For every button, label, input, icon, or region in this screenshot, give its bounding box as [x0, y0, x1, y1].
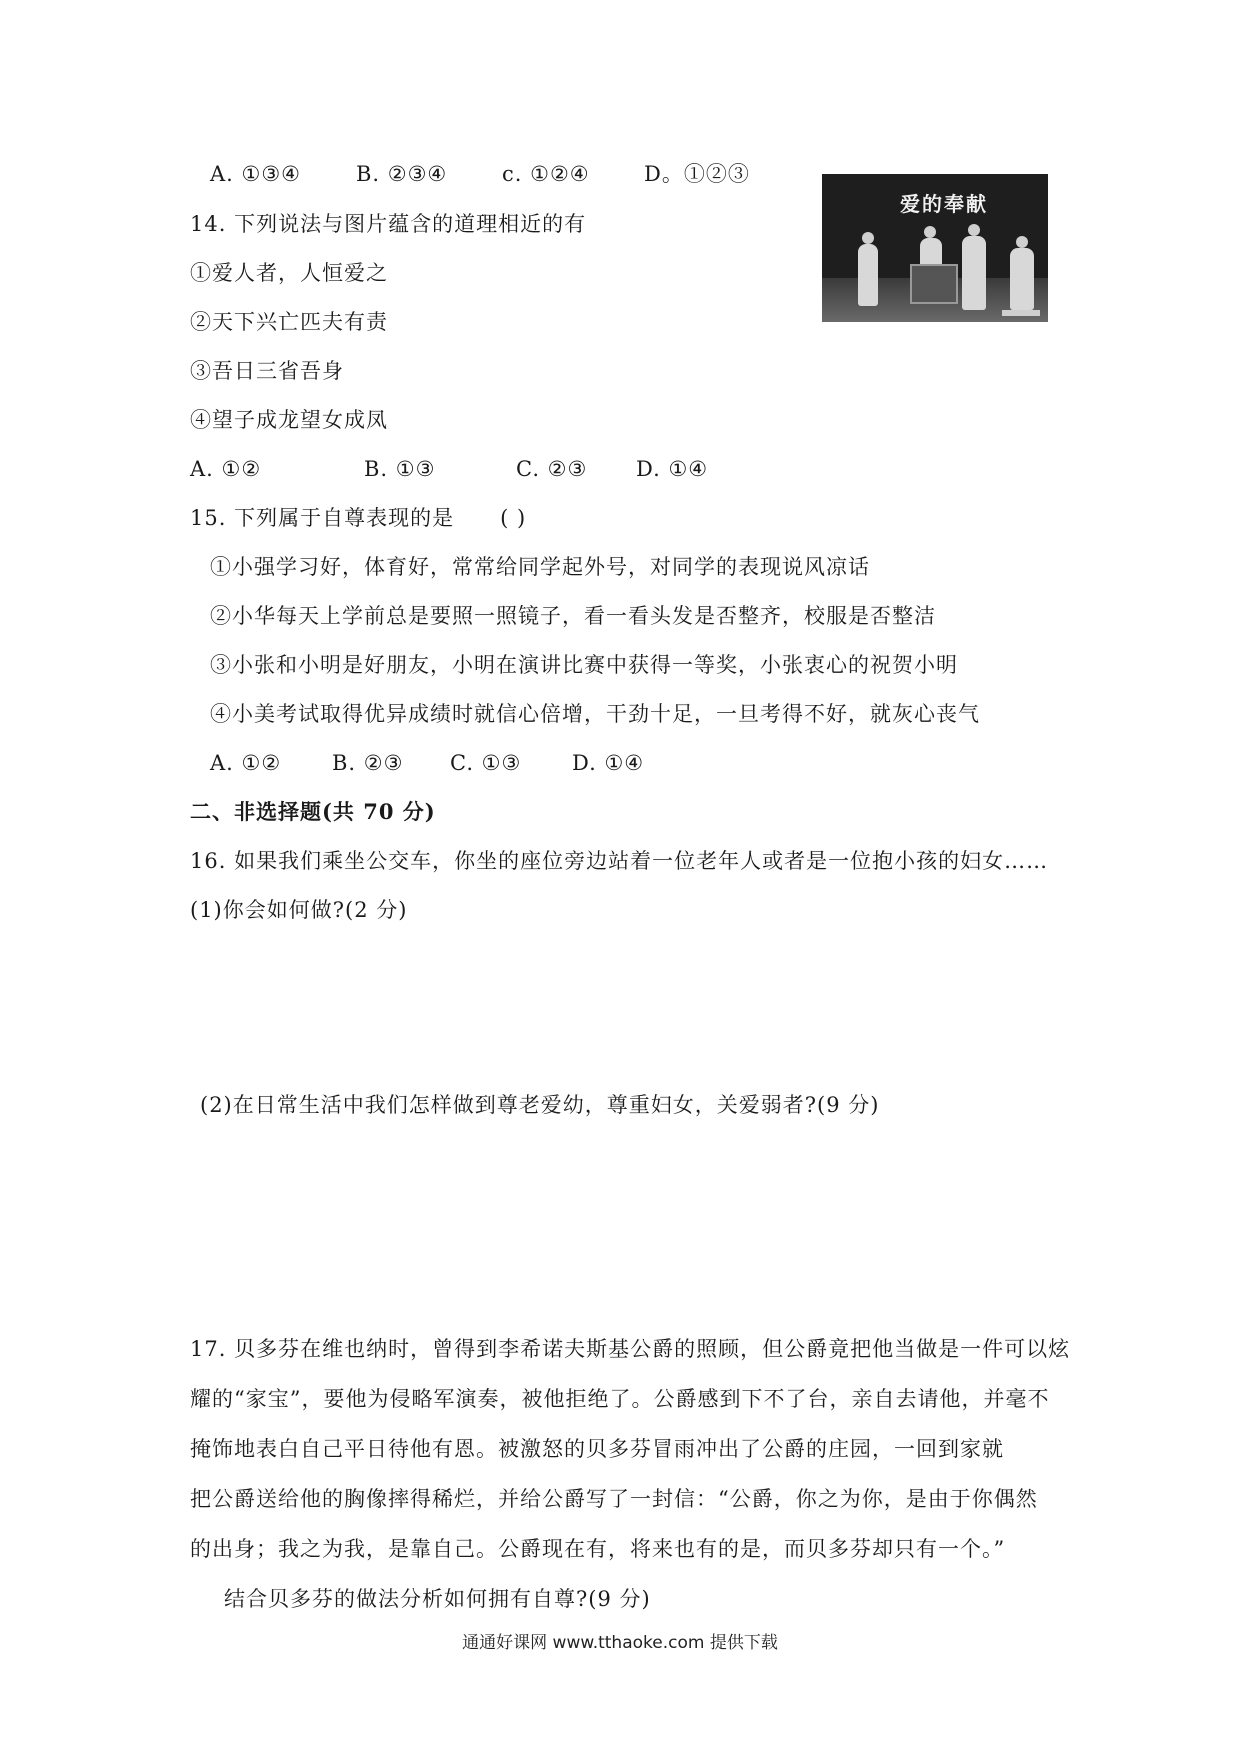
person-head [968, 224, 980, 236]
q15-option-d: D. ①④ [572, 751, 645, 775]
person-head [924, 226, 936, 238]
q14-item-1: ①爱人者，人恒爱之 [190, 261, 388, 285]
q16-stem: 16. 如果我们乘坐公交车，你坐的座位旁边站着一位老年人或者是一位抱小孩的妇女…… [190, 849, 1049, 873]
donation-box [910, 264, 958, 304]
q13-option-a: A. ①③④ [210, 162, 301, 186]
photo-caption: 爱的奉献 [900, 192, 988, 216]
q17-line-5: 的出身；我之为我，是靠自己。公爵现在有，将来也有的是，而贝多芬却只有一个。” [190, 1537, 1006, 1561]
q15-answer-paren: ( ) [500, 506, 527, 530]
q15-option-a: A. ①② [210, 751, 282, 775]
q14-stem: 14. 下列说法与图片蕴含的道理相近的有 [190, 212, 587, 236]
person-head [1016, 236, 1028, 248]
q13-option-b: B. ②③④ [356, 162, 448, 186]
q17-line-2: 耀的“家宝”，要他为侵略军演奏，被他拒绝了。公爵感到下不了台，亲自去请他，并毫不 [190, 1387, 1050, 1411]
person-head [862, 232, 874, 244]
q14-option-b: B. ①③ [364, 457, 436, 481]
q15-option-c: C. ①③ [450, 751, 522, 775]
person-figure [962, 236, 986, 310]
q14-options [190, 455, 708, 483]
q14-item-4: ④望子成龙望女成凤 [190, 408, 388, 432]
q13-option-d: D。①②③ [644, 162, 750, 186]
q15-item-3: ③小张和小明是好朋友，小明在演讲比赛中获得一等奖，小张衷心的祝贺小明 [210, 653, 958, 677]
q15-options [210, 749, 644, 777]
q13-options [210, 160, 750, 188]
q17-line-1: 17. 贝多芬在维也纳时，曾得到李希诺夫斯基公爵的照顾，但公爵竟把他当做是一件可以炫 [190, 1337, 1071, 1361]
q17-question: 结合贝多芬的做法分析如何拥有自尊?(9 分) [224, 1587, 651, 1611]
q16-sub1: (1)你会如何做?(2 分) [190, 898, 408, 922]
q14-option-d: D. ①④ [636, 457, 709, 481]
q17-line-4: 把公爵送给他的胸像摔得稀烂，并给公爵写了一封信：“公爵，你之为你，是由于你偶然 [190, 1487, 1038, 1511]
q17-line-3: 掩饰地表白自己平日待他有恩。被激怒的贝多芬冒雨冲出了公爵的庄园，一回到家就 [190, 1437, 1004, 1461]
page-footer: 通通好课网 www.tthaoke.com 提供下载 [462, 1633, 778, 1653]
q14-option-a: A. ①② [190, 457, 262, 481]
q15-stem [190, 504, 526, 532]
q15-item-2: ②小华每天上学前总是要照一照镜子，看一看头发是否整齐，校服是否整洁 [210, 604, 936, 628]
q15-option-b: B. ②③ [332, 751, 404, 775]
q15-stem-text: 15. 下列属于自尊表现的是 [190, 506, 455, 530]
q14-item-2: ②天下兴亡匹夫有责 [190, 310, 388, 334]
section-heading: 二、非选择题(共 70 分) [190, 799, 436, 824]
q14-option-c: C. ②③ [516, 457, 588, 481]
q13-option-c: c. ①②④ [502, 162, 590, 186]
q15-item-1: ①小强学习好，体育好，常常给同学起外号，对同学的表现说风凉话 [210, 555, 870, 579]
q14-item-3: ③吾日三省吾身 [190, 359, 344, 383]
person-figure [858, 244, 878, 306]
q14-photo [822, 174, 1048, 322]
photo-tag [1002, 310, 1040, 316]
q16-sub2: (2)在日常生活中我们怎样做到尊老爱幼，尊重妇女，关爱弱者?(9 分) [200, 1093, 880, 1117]
q15-item-4: ④小美考试取得优异成绩时就信心倍增，干劲十足，一旦考得不好，就灰心丧气 [210, 702, 980, 726]
person-figure [1010, 248, 1034, 310]
